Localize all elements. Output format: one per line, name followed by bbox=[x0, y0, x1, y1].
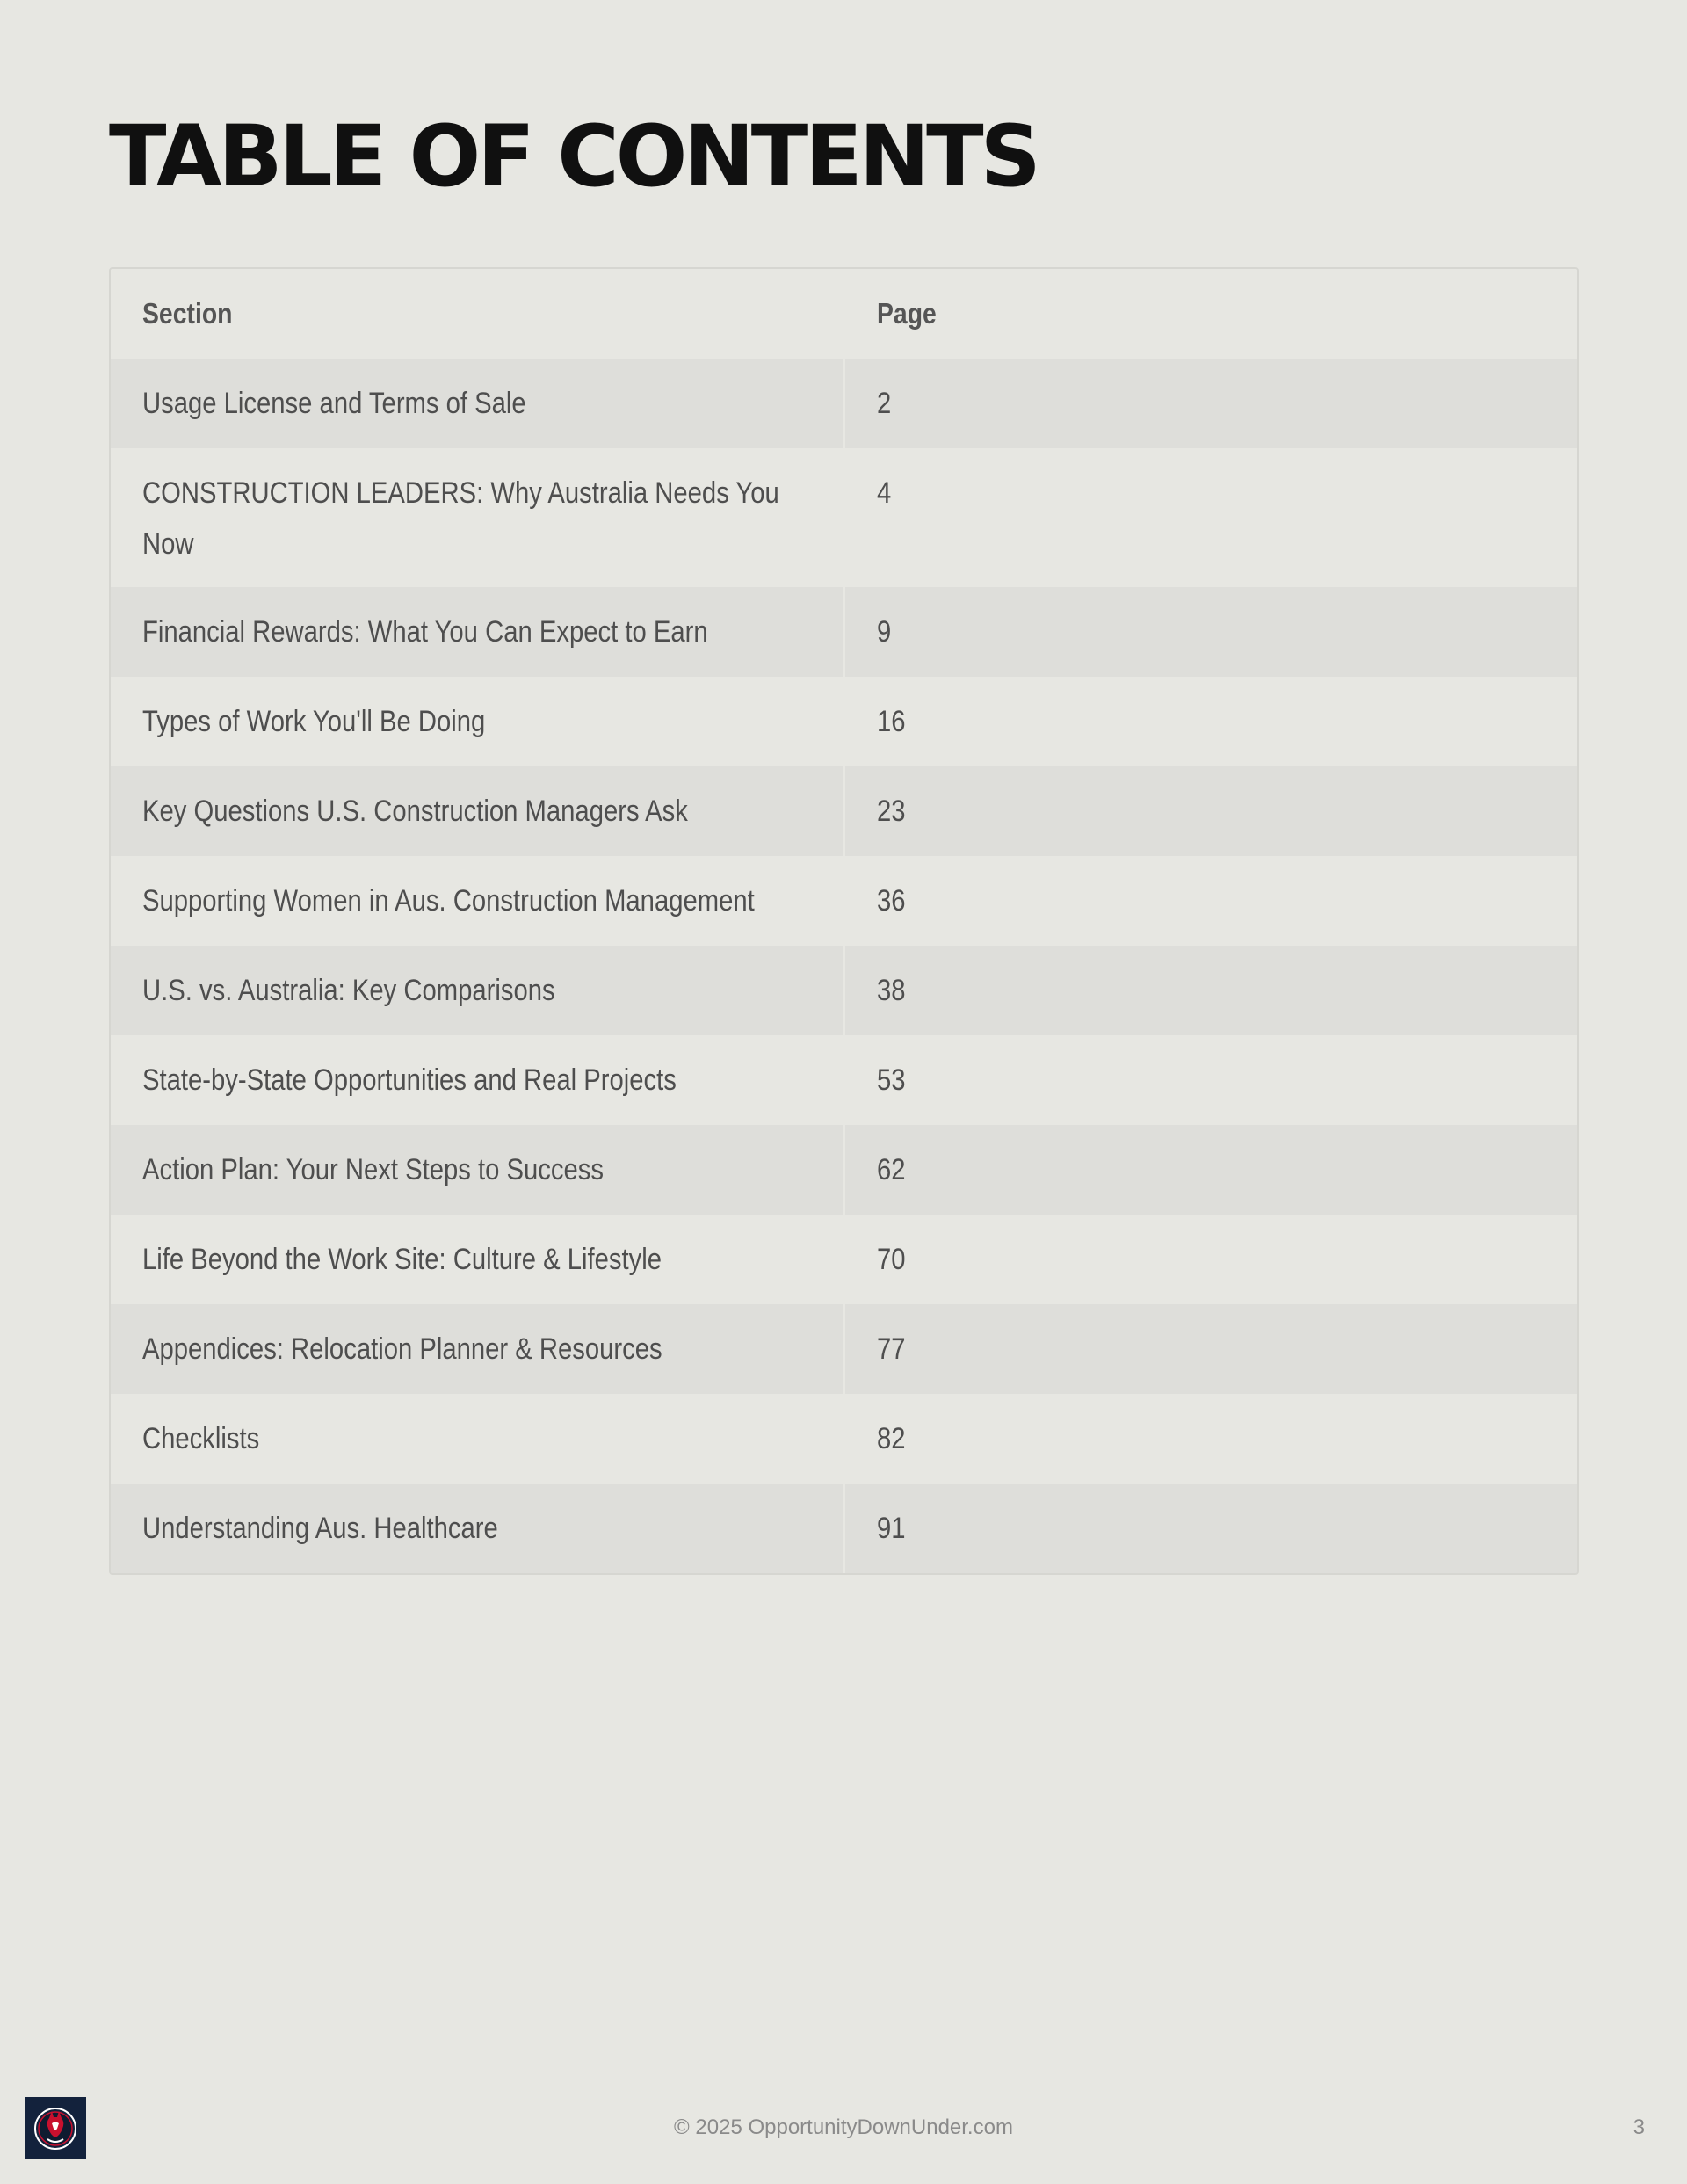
table-row bbox=[111, 1304, 1577, 1394]
section-title: Key Questions U.S. Construction Managers Ask bbox=[142, 795, 688, 828]
section-cell bbox=[111, 766, 845, 856]
header-page-label: Page bbox=[877, 297, 937, 330]
section-title: State-by-State Opportunities and Real Projects bbox=[142, 1063, 677, 1097]
section-title: Checklists bbox=[142, 1422, 260, 1455]
page-number-value: 23 bbox=[877, 795, 906, 828]
page-number-value: 53 bbox=[877, 1063, 906, 1097]
section-title: Understanding Aus. Healthcare bbox=[142, 1512, 498, 1545]
section-title: CONSTRUCTION LEADERS: Why Australia Needs You Now bbox=[142, 476, 779, 561]
section-cell bbox=[111, 856, 845, 946]
page-number-value: 2 bbox=[877, 387, 892, 420]
section-cell bbox=[111, 1125, 845, 1215]
page-cell bbox=[845, 587, 1577, 677]
table-row bbox=[111, 359, 1577, 448]
section-title: Life Beyond the Work Site: Culture & Lifestyle bbox=[142, 1243, 662, 1276]
page-number-value: 77 bbox=[877, 1332, 906, 1366]
section-cell bbox=[111, 1394, 845, 1484]
table-row bbox=[111, 677, 1577, 766]
table-row bbox=[111, 766, 1577, 856]
table-row bbox=[111, 1035, 1577, 1125]
page-cell bbox=[845, 1304, 1577, 1394]
page-number-value: 38 bbox=[877, 974, 906, 1007]
section-title: Appendices: Relocation Planner & Resources bbox=[142, 1332, 662, 1366]
section-cell bbox=[111, 1215, 845, 1304]
page-number-value: 70 bbox=[877, 1243, 906, 1276]
page-cell bbox=[845, 766, 1577, 856]
page-cell bbox=[845, 1394, 1577, 1484]
table-header bbox=[111, 269, 1577, 359]
table-row bbox=[111, 856, 1577, 946]
page-cell bbox=[845, 1215, 1577, 1304]
table-row bbox=[111, 1484, 1577, 1573]
section-title: Types of Work You'll Be Doing bbox=[142, 705, 486, 738]
page-cell bbox=[845, 1125, 1577, 1215]
table-row bbox=[111, 587, 1577, 677]
header-cell-section bbox=[111, 269, 845, 359]
section-cell bbox=[111, 448, 845, 587]
page-number-value: 62 bbox=[877, 1153, 906, 1186]
page-cell bbox=[845, 359, 1577, 448]
section-title: Financial Rewards: What You Can Expect to Earn bbox=[142, 615, 708, 649]
page-number-value: 36 bbox=[877, 884, 906, 918]
toc-table bbox=[109, 267, 1579, 1575]
page-cell bbox=[845, 1484, 1577, 1573]
page-number-value: 4 bbox=[877, 476, 892, 510]
section-cell bbox=[111, 946, 845, 1035]
section-cell bbox=[111, 1484, 845, 1573]
section-cell bbox=[111, 1035, 845, 1125]
page-cell bbox=[845, 946, 1577, 1035]
page-number-value: 91 bbox=[877, 1512, 906, 1545]
page-cell bbox=[845, 448, 1577, 587]
header-section-label: Section bbox=[142, 297, 233, 330]
page-cell bbox=[845, 856, 1577, 946]
page-number-value: 9 bbox=[877, 615, 892, 649]
page-cell bbox=[845, 1035, 1577, 1125]
section-title: Usage License and Terms of Sale bbox=[142, 387, 526, 420]
section-cell bbox=[111, 1304, 845, 1394]
page-title: TABLE OF CONTENTS bbox=[109, 107, 1038, 206]
page-cell bbox=[845, 677, 1577, 766]
page-number-value: 16 bbox=[877, 705, 906, 738]
table-row bbox=[111, 448, 1577, 587]
table-row bbox=[111, 1215, 1577, 1304]
section-cell bbox=[111, 677, 845, 766]
section-cell bbox=[111, 359, 845, 448]
table-row bbox=[111, 946, 1577, 1035]
page-number-value: 82 bbox=[877, 1422, 906, 1455]
table-row bbox=[111, 1125, 1577, 1215]
section-cell bbox=[111, 587, 845, 677]
section-title: U.S. vs. Australia: Key Comparisons bbox=[142, 974, 555, 1007]
footer-copyright: © 2025 OpportunityDownUnder.com bbox=[674, 2115, 1013, 2139]
footer-page-number: 3 bbox=[1633, 2115, 1645, 2139]
section-title: Action Plan: Your Next Steps to Success bbox=[142, 1153, 605, 1186]
section-title: Supporting Women in Aus. Construction Management bbox=[142, 884, 755, 918]
header-cell-page bbox=[845, 269, 1577, 359]
table-row bbox=[111, 1394, 1577, 1484]
